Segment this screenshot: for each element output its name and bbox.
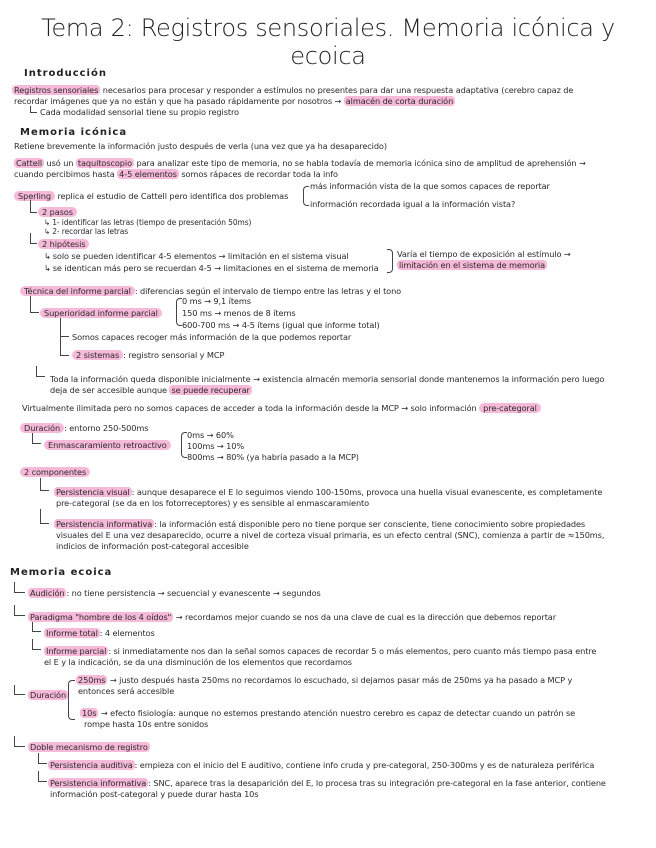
arrow-hook	[30, 233, 37, 244]
bracket	[303, 186, 309, 206]
sistemas-line	[72, 350, 224, 360]
persistencia-visual-2: pre-categoral (se da en los fotorreceptores) y es sensible al enmascaramiento	[56, 498, 370, 508]
highlight: Persistencia auditiva	[50, 760, 133, 770]
intro-line-3: Cada modalidad sensorial tiene su propio registro	[40, 107, 239, 117]
text: solo se pueden identificar 4-5 elementos → limitación en el sistema visual	[52, 251, 349, 261]
text: somos rápaces de recordar toda la info	[178, 169, 338, 179]
arrow-hook	[40, 478, 49, 491]
informe-parcial-1	[44, 646, 596, 656]
highlight: Sperling	[14, 191, 55, 201]
todo-line-1: Toda la información queda disponible inicialmente → existencia almacén memoria sensorial donde mantenemos la información pero luego	[50, 374, 605, 384]
highlight: se puede recuperar	[171, 385, 250, 395]
persistencia-informativa-1	[54, 519, 585, 529]
cattell-line-1	[14, 158, 586, 168]
text: : diferencias según el intervalo de tiempo entre las letras y el tono	[134, 286, 402, 296]
highlight: Cattell	[16, 158, 43, 168]
text: : 4 elementos	[99, 628, 155, 638]
superioridad-r2: 150 ms → menos de 8 ítems	[182, 308, 296, 318]
hipotesis-result-1: Varía el tiempo de exposición al estímulo →	[397, 249, 571, 259]
tecnica-line	[20, 286, 401, 296]
highlight: Duración	[30, 690, 67, 700]
highlight: Duración	[20, 423, 64, 433]
highlight: 2 hipótesis	[38, 239, 89, 249]
text: 2- recordar las letras	[52, 227, 129, 236]
persistencia-auditiva-line	[48, 760, 594, 770]
page-title: Tema 2: Registros sensoriales. Memoria icónica y ecoica	[41, 14, 615, 70]
arrow-hook	[32, 622, 41, 632]
text: → justo después hasta 250ms no recordamos lo escuchado, si dejamos pasar más de 250ms ya ha pasado a MCP y	[107, 675, 573, 685]
highlight: 4-5 elementos	[119, 169, 177, 179]
highlight: almacén de corta duración	[345, 96, 454, 106]
hipotesis-result-2	[397, 260, 547, 270]
text: Virtualmente ilimitada pero no somos capaces de acceder a toda la información desde la MCP → solo información	[22, 403, 480, 413]
iconica-heading: Memoria icónica	[20, 127, 128, 138]
text: : empieza con el inicio del E auditivo, contiene info cruda y pre-categoral, 250-300ms y es de naturaleza periférica	[134, 760, 595, 770]
arrow-hook	[30, 296, 39, 313]
arrow-hook	[32, 433, 41, 444]
virtual-line	[22, 403, 541, 413]
sperling-branch-1: más información vista de la que somos capaces de reportar	[310, 181, 550, 191]
text: para analizar este tipo de memoria, no se habla todavía de memoria icónica sino de amplitud de aprehensión →	[133, 158, 586, 168]
duracion-250-2: entonces será accesible	[78, 686, 175, 696]
arrow-hook	[60, 318, 69, 337]
text: : registro sensorial y MCP	[123, 350, 225, 360]
text: : aunque desaparece el E lo seguimos viendo 100-150ms, provoca una huella visual evanescente, es completamente	[131, 487, 603, 497]
highlight: Informe parcial	[46, 646, 107, 656]
informe-total-line	[44, 628, 155, 638]
highlight: pre-categoral	[479, 403, 541, 413]
text: 1- identificar las letras (tiempo de presentación 50ms)	[52, 218, 252, 227]
enmascaramiento-r3: 800ms → 80% (ya habría pasado a la MCP)	[187, 452, 359, 462]
paso-2	[44, 227, 128, 237]
text: cuando percibimos hasta	[14, 169, 118, 179]
duracion-line	[20, 423, 148, 433]
bracket	[387, 249, 393, 273]
componentes-line	[20, 467, 90, 477]
sperling-line	[14, 191, 288, 201]
highlight: Persistencia visual	[56, 487, 130, 497]
arrow-hook	[38, 753, 47, 764]
text: recordar imágenes que ya no están y que ha pasado rápidamente por nosotros →	[14, 96, 344, 106]
arrow-hook	[32, 639, 41, 650]
arrow-hook	[40, 509, 49, 524]
text: → efecto fisiología: aunque no estemos prestando atención nuestro cerebro es capaz de detectar cuando un patrón se	[98, 708, 576, 718]
doble-mecanismo-line	[28, 742, 150, 752]
highlight: 2 sistemas	[72, 350, 123, 360]
highlight: 250ms	[78, 675, 106, 685]
arrow-icon: ↳	[44, 263, 51, 273]
highlight: Doble mecanismo de registro	[30, 742, 148, 752]
duracion-250-1	[76, 675, 572, 685]
persistencia-informativa-3: indicios de información post-categoral accesible	[56, 541, 249, 551]
text: : entorno 250-500ms	[64, 423, 149, 433]
highlight: Superioridad informe parcial	[40, 308, 162, 318]
text: : SNC, aparece tras la desaparición del E, lo procesa tras su integración pre-categoral en la fase anterior, contiene	[148, 778, 606, 788]
iconica-line-1: Retiene brevemente la información justo después de verla (una vez que ya ha desaparecido)	[14, 141, 387, 151]
duracion-10-1	[80, 708, 575, 718]
text: : si inmediatamente nos dan la señal somos capaces de recordar 5 o más elementos, pero cuanto más tiempo pasa entre	[108, 646, 597, 656]
highlight: Informe total	[46, 628, 98, 638]
text: usó un	[44, 158, 76, 168]
sperling-branch-2: información recordada igual a la información vista?	[310, 199, 516, 209]
arrow-hook	[38, 771, 47, 782]
intro-line-1	[12, 85, 573, 95]
highlight: Enmascaramiento retroactivo	[44, 440, 171, 450]
arrow-hook	[14, 736, 25, 747]
arrow-icon: ↳	[44, 227, 51, 236]
arrow-hook	[14, 605, 25, 616]
enmascaramiento-r2: 100ms → 10%	[187, 441, 245, 451]
superioridad-r1: 0 ms → 9,1 ítems	[182, 296, 251, 306]
arrow-hook	[30, 200, 37, 213]
pasos-line	[38, 207, 77, 217]
superioridad-conclusion: Somos capaces recoger más información de la que podemos reportar	[72, 332, 352, 342]
arrow-hook	[14, 685, 25, 695]
highlight: 10s	[82, 708, 97, 718]
highlight: 2 componentes	[20, 467, 90, 477]
enmascaramiento-line	[44, 440, 171, 450]
arrow-hook	[36, 366, 45, 377]
text: necesarios para procesar y responder a estímulos no presentes para dar una respuesta adaptativa (cerebro capaz de	[100, 85, 574, 95]
paradigma-line	[28, 612, 556, 622]
persistencia-informativa-eco-1	[48, 778, 606, 788]
highlight: Audición	[30, 588, 65, 598]
persistencia-informativa-eco-2: información post-categoral y puede durar hasta 10s	[50, 789, 259, 799]
cattell-line-2	[14, 169, 338, 179]
hipotesis-line	[38, 239, 89, 249]
arrow-hook	[60, 337, 69, 356]
persistencia-visual-1	[54, 487, 602, 497]
ecoica-heading: Memoria ecoica	[10, 567, 113, 578]
persistencia-informativa-2: visuales del E una vez desaparecido, ocurre a nivel de corteza visual primaria, es un efecto central (SNC), comienza a partir de ≈150ms,	[56, 530, 605, 540]
text: → recordamos mejor cuando se nos da una clave de cual es la dirección que debemos reportar	[173, 612, 556, 622]
intro-heading: Introducción	[24, 68, 107, 79]
highlight: Técnica del informe parcial	[20, 286, 135, 296]
arrow-icon: ↳	[44, 218, 51, 227]
text: deja de ser accesible aunque	[50, 385, 170, 395]
audicion-line	[28, 588, 321, 598]
duracion-10-2: rompe hasta 10s entre sonidos	[84, 719, 209, 729]
highlight: Paradigma "hombre de los 4 oídos"	[30, 612, 172, 622]
text: replica el estudio de Cattell pero identifica dos problemas	[54, 191, 289, 201]
hipotesis-2	[44, 263, 379, 273]
todo-line-2	[50, 385, 252, 395]
enmascaramiento-r1: 0ms → 60%	[187, 430, 234, 440]
highlight: limitación en el sistema de memoria	[399, 260, 545, 270]
arrow-icon: ↳	[44, 251, 51, 261]
highlight: Persistencia informativa	[56, 519, 153, 529]
arrow-hook	[30, 106, 37, 113]
arrow-hook	[14, 582, 25, 593]
text: se identican más pero se recuerdan 4-5 → limitaciones en el sistema de memoria	[52, 263, 379, 273]
highlight: 2 pasos	[38, 207, 77, 217]
highlight: Registros sensoriales	[14, 85, 99, 95]
intro-line-2	[14, 96, 455, 106]
hipotesis-1	[44, 251, 349, 261]
highlight: Persistencia informativa	[50, 778, 147, 788]
superioridad-line	[40, 308, 162, 318]
text: : no tiene persistencia → secuencial y evanescente → segundos	[66, 588, 321, 598]
informe-parcial-2: el E y la indicación, se da una disminución de los elementos que recordamos	[44, 657, 352, 667]
duracion-ecoica	[28, 690, 68, 700]
text: : la información está disponible pero no tiene porque ser consciente, tiene conocimiento sobre propiedades	[154, 519, 586, 529]
highlight: taquitoscopio	[77, 158, 132, 168]
superioridad-r3: 600-700 ms → 4-5 ítems (igual que informe total)	[182, 320, 380, 330]
bracket	[68, 680, 75, 720]
